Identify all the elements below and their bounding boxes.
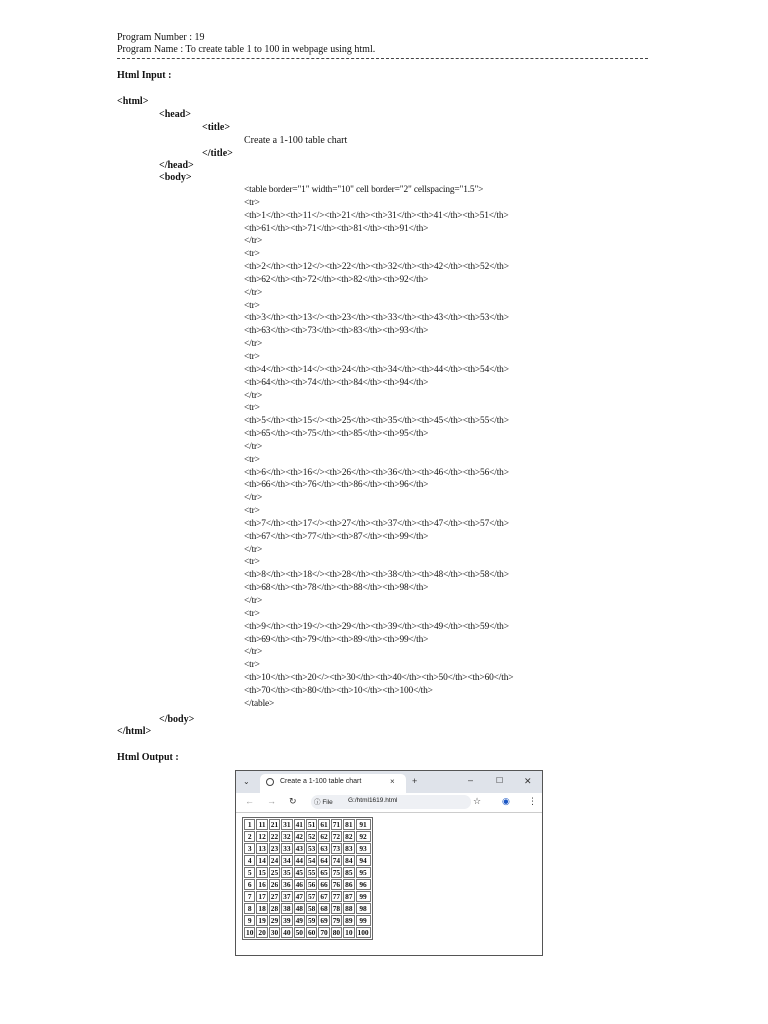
code-line: <th>9</th><th>19</><th>29</th><th>39</th><th>49</th><th>59</th> — [244, 621, 509, 632]
table-cell: 83 — [345, 844, 353, 853]
table-cell: 84 — [345, 856, 353, 865]
table-cell: 98 — [356, 903, 371, 914]
title-close-tag: </title> — [202, 148, 233, 159]
table-cell: 8 — [244, 903, 255, 914]
table-cell: 57 — [307, 892, 316, 901]
table-cell: 94 — [356, 855, 371, 866]
table-cell: 28 — [270, 904, 279, 913]
code-line: <th>61</th><th>71</th><th>81</th><th>91</th> — [244, 223, 429, 234]
code-line: <th>62</th><th>72</th><th>82</th><th>92</th> — [244, 274, 429, 285]
table-cell: 4 — [244, 855, 255, 866]
table-cell: 22 — [270, 832, 279, 841]
table-cell: 78 — [332, 904, 341, 913]
table-cell: 74 — [332, 856, 341, 865]
table-cell: 50 — [295, 928, 303, 937]
table-cell: 95 — [356, 867, 371, 878]
tab-close-icon[interactable]: × — [390, 777, 395, 786]
table-cell: 10 — [246, 928, 254, 937]
minimize-icon[interactable]: – — [468, 775, 474, 785]
table-cell: 54 — [307, 856, 316, 865]
code-line: <th>1</th><th>11</><th>21</th><th>31</th><th>41</th><th>51</th> — [244, 210, 509, 221]
table-cell: 9 — [244, 915, 255, 926]
table-cell: 55 — [307, 868, 316, 877]
table-cell: 80 — [332, 928, 341, 937]
code-line: <th>66</th><th>76</th><th>86</th><th>96</th> — [244, 480, 429, 491]
table-cell: 10 — [345, 928, 353, 937]
html-open-tag: <html> — [117, 96, 149, 107]
table-cell: 36 — [283, 880, 291, 889]
code-line: <th>63</th><th>73</th><th>83</th><th>93</th> — [244, 326, 429, 337]
code-line: <tr> — [244, 608, 260, 619]
star-icon[interactable]: ☆ — [473, 796, 482, 806]
table-cell: 33 — [283, 844, 291, 853]
code-line: </tr> — [244, 596, 263, 606]
table-cell: 5 — [244, 867, 255, 878]
code-line: <tr> — [244, 249, 260, 260]
table-cell: 72 — [332, 832, 341, 841]
info-icon: ⓘ — [314, 799, 323, 806]
table-cell: 93 — [356, 843, 371, 854]
back-icon[interactable]: ← — [245, 796, 254, 806]
table-row — [244, 915, 371, 926]
table-cell: 100 — [357, 928, 369, 937]
table-cell: 91 — [356, 819, 371, 830]
code-line: <th>67</th><th>77</th><th>87</th><th>99</th> — [244, 531, 429, 542]
table-cell: 60 — [307, 928, 316, 937]
table-row — [244, 831, 371, 842]
code-line: <th>6</th><th>16</><th>26</th><th>36</th><th>46</th><th>56</th> — [244, 467, 509, 478]
table-cell: 48 — [295, 904, 303, 913]
table-cell: 31 — [283, 820, 291, 829]
code-line: <th>7</th><th>17</><th>27</th><th>37</th><th>47</th><th>57</th> — [244, 518, 509, 529]
table-cell: 99 — [356, 915, 371, 926]
table-cell: 7 — [244, 891, 255, 902]
table-cell: 44 — [295, 856, 303, 865]
code-line: <tr> — [244, 660, 260, 671]
code-line: <tr> — [244, 403, 260, 414]
tab-bar — [236, 771, 542, 793]
table-cell: 25 — [270, 868, 279, 877]
table-cell: 49 — [295, 916, 303, 925]
code-line: <tr> — [244, 557, 260, 568]
table-cell: 92 — [356, 831, 371, 842]
number-table — [242, 817, 373, 940]
table-cell: 81 — [345, 820, 353, 829]
code-line: <th>64</th><th>74</th><th>84</th><th>94</th> — [244, 377, 429, 388]
table-cell: 63 — [320, 844, 328, 853]
table-cell: 85 — [345, 868, 353, 877]
table-cell: 16 — [258, 880, 266, 889]
table-cell: 64 — [320, 856, 328, 865]
code-line: <tr> — [244, 197, 260, 208]
code-line: </tr> — [244, 236, 263, 247]
table-cell: 3 — [244, 843, 255, 854]
table-cell: 30 — [270, 928, 279, 937]
table-row — [244, 903, 371, 914]
table-cell: 39 — [283, 916, 291, 925]
table-cell: 38 — [283, 904, 291, 913]
table-cell: 61 — [320, 820, 328, 829]
code-line: </tr> — [244, 390, 263, 401]
profile-icon[interactable]: ◉ — [502, 796, 510, 806]
code-line: <tr> — [244, 351, 260, 362]
table-cell: 53 — [307, 844, 316, 853]
table-cell: 20 — [258, 928, 266, 937]
html-close-tag: </html> — [117, 726, 152, 737]
table-cell: 24 — [270, 856, 279, 865]
dashed-divider — [117, 58, 648, 59]
browser-screenshot — [235, 770, 543, 956]
code-line: </tr> — [244, 647, 263, 658]
tab-title: Create a 1-100 table chart — [280, 778, 362, 785]
table-cell: 13 — [258, 844, 266, 853]
code-line: </tr> — [244, 441, 263, 452]
head-open-tag: <head> — [159, 109, 191, 120]
table-cell: 1 — [244, 819, 255, 830]
code-line: <tr> — [244, 454, 260, 465]
table-cell: 56 — [307, 880, 316, 889]
table-cell: 47 — [295, 892, 303, 901]
table-cell: 73 — [332, 844, 341, 853]
program-number: Program Number : 19 — [117, 32, 205, 43]
code-line: <table border="1" width="10" cell border="2" cellspacing="1.5"> — [244, 185, 484, 195]
table-row — [244, 879, 371, 890]
html-input-label: Html Input : — [117, 70, 172, 81]
table-row — [244, 891, 371, 902]
html-output-label: Html Output : — [117, 752, 179, 763]
table-cell: 34 — [283, 856, 291, 865]
table-cell: 79 — [332, 916, 341, 925]
table-cell: 71 — [332, 820, 341, 829]
table-cell: 40 — [283, 928, 291, 937]
code-line: <th>5</th><th>15</><th>25</th><th>35</th><th>45</th><th>55</th> — [244, 416, 509, 427]
table-cell: 11 — [256, 819, 267, 830]
table-cell: 77 — [332, 892, 341, 901]
code-line: </tr> — [244, 287, 263, 298]
table-cell: 46 — [295, 880, 303, 889]
new-tab-button[interactable]: + — [412, 776, 418, 786]
table-cell: 62 — [320, 832, 328, 841]
code-line: <th>8</th><th>18</><th>28</th><th>38</th><th>48</th><th>58</th> — [244, 570, 509, 581]
table-cell: 66 — [320, 880, 328, 889]
program-name: Program Name : To create table 1 to 100 in webpage using html. — [117, 44, 376, 55]
table-cell: 51 — [307, 820, 316, 829]
code-line: <th>70</th><th>80</th><th>10</th><th>100</th> — [244, 685, 433, 696]
table-cell: 42 — [295, 832, 303, 841]
table-cell: 19 — [258, 916, 266, 925]
title-text: Create a 1-100 table chart — [244, 135, 348, 146]
title-open-tag: <title> — [202, 122, 231, 133]
code-line: <th>65</th><th>75</th><th>85</th><th>95</th> — [244, 429, 429, 440]
table-row — [244, 867, 371, 878]
table-cell: 23 — [270, 844, 279, 853]
table-cell: 70 — [320, 928, 328, 937]
maximize-icon[interactable]: ☐ — [496, 776, 504, 785]
table-cell: 17 — [258, 892, 266, 901]
head-close-tag: </head> — [159, 160, 194, 171]
code-line: </table> — [244, 698, 275, 709]
table-cell: 65 — [320, 868, 328, 877]
globe-icon — [266, 778, 274, 786]
table-cell: 58 — [307, 904, 316, 913]
code-line: </tr> — [244, 493, 263, 504]
chevron-down-icon[interactable]: ⌄ — [243, 777, 250, 786]
table-cell: 52 — [307, 832, 316, 841]
table-cell: 88 — [345, 904, 353, 913]
table-row — [244, 855, 371, 866]
code-listing — [244, 184, 644, 711]
table-cell: 18 — [258, 904, 266, 913]
table-cell: 35 — [283, 868, 291, 877]
table-cell: 69 — [320, 916, 328, 925]
code-line: <th>4</th><th>14</><th>24</th><th>34</th><th>44</th><th>54</th> — [244, 364, 509, 375]
body-open-tag: <body> — [159, 172, 192, 183]
code-line: <th>68</th><th>78</th><th>88</th><th>98</th> — [244, 583, 429, 594]
table-cell: 27 — [270, 892, 279, 901]
table-cell: 75 — [332, 868, 341, 877]
table-cell: 89 — [345, 916, 353, 925]
code-line: <tr> — [244, 300, 260, 311]
table-cell: 15 — [258, 868, 266, 877]
file-label: File — [322, 799, 333, 806]
code-line: <th>3</th><th>13</><th>23</th><th>33</th><th>43</th><th>53</th> — [244, 313, 509, 324]
table-cell: 76 — [332, 880, 341, 889]
table-cell: 96 — [356, 879, 371, 890]
table-cell: 2 — [244, 831, 255, 842]
forward-icon[interactable]: → — [267, 796, 276, 806]
table-cell: 43 — [295, 844, 303, 853]
table-cell: 86 — [345, 880, 353, 889]
code-line: </tr> — [244, 339, 263, 350]
table-cell: 82 — [345, 832, 353, 841]
page-viewport — [236, 812, 542, 956]
table-cell: 37 — [283, 892, 291, 901]
reload-icon[interactable]: ↻ — [289, 796, 297, 806]
table-cell: 6 — [244, 879, 255, 890]
code-line: </tr> — [244, 544, 263, 555]
close-icon[interactable]: ✕ — [524, 776, 532, 786]
table-cell: 21 — [270, 820, 279, 829]
table-cell: 12 — [258, 832, 266, 841]
table-cell: 26 — [270, 880, 279, 889]
url-text: G:/html1619.html — [348, 797, 398, 804]
table-cell: 68 — [320, 904, 328, 913]
table-cell: 32 — [283, 832, 291, 841]
code-line: <th>10</th><th>20</><th>30</th><th>40</th><th>50</th><th>60</th> — [244, 673, 514, 684]
table-row — [244, 927, 371, 938]
table-cell: 59 — [307, 916, 316, 925]
code-line: <th>69</th><th>79</th><th>89</th><th>99</th> — [244, 634, 429, 645]
site-info-chip[interactable] — [314, 797, 333, 806]
table-cell: 99 — [356, 891, 371, 902]
body-close-tag: </body> — [159, 714, 195, 725]
table-cell: 41 — [295, 820, 303, 829]
table-cell: 29 — [270, 916, 279, 925]
table-cell: 67 — [320, 892, 328, 901]
browser-tab[interactable] — [260, 774, 406, 793]
table-cell: 14 — [258, 856, 266, 865]
table-cell: 87 — [345, 892, 353, 901]
code-line: <tr> — [244, 506, 260, 517]
table-cell: 45 — [295, 868, 303, 877]
menu-icon[interactable]: ⋮ — [528, 796, 537, 806]
code-line: <th>2</th><th>12</><th>22</th><th>32</th><th>42</th><th>52</th> — [244, 262, 509, 273]
table-row — [244, 819, 371, 830]
table-row — [244, 843, 371, 854]
